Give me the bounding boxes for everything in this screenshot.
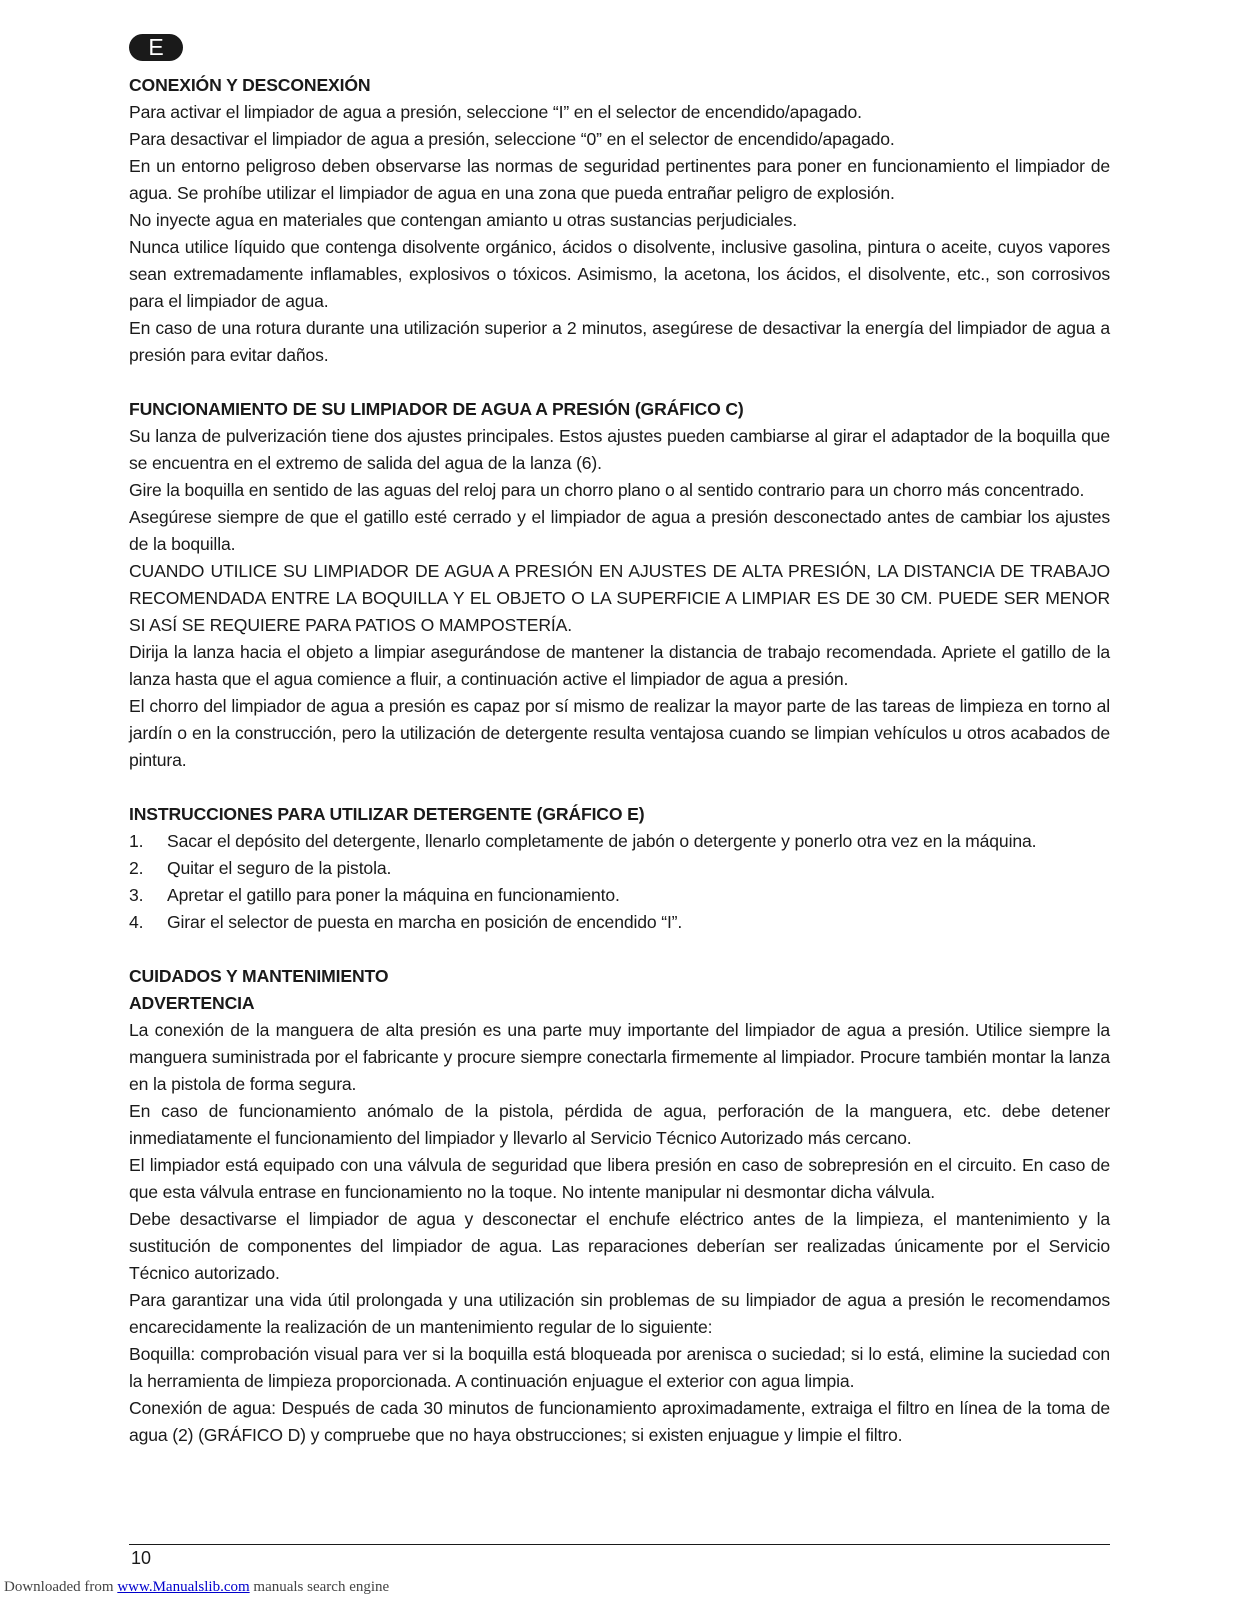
paragraph: La conexión de la manguera de alta presión es una parte muy importante del limpiador de agua a presión. Utilice siempre la manguera suministrada por el fabricante y procure siempre conectarla firmemente al limpiador. Procure también montar la lanza en la pistola de forma segura. [129, 1020, 1110, 1094]
list-number: 1. [129, 831, 144, 851]
list-text: Sacar el depósito del detergente, llenarlo completamente de jabón o detergente y ponerlo otra vez en la máquina. [167, 831, 1037, 851]
paragraph: En caso de una rotura durante una utilización superior a 2 minutos, asegúrese de desactivar la energía del limpiador de agua a presión para evitar daños. [129, 318, 1110, 365]
paragraph: Su lanza de pulverización tiene dos ajustes principales. Estos ajustes pueden cambiarse al girar el adaptador de la boquilla que se encuentra en el extremo de salida del agua de la lanza (6). [129, 426, 1110, 473]
paragraph: Boquilla: comprobación visual para ver si la boquilla está bloqueada por arenisca o suciedad; si lo está, elimine la suciedad con la herramienta de limpieza proporcionada. A continuación enjuague el exterior con agua limpia. [129, 1344, 1110, 1391]
section-maintenance [129, 963, 1110, 1449]
document-body [129, 72, 1110, 1476]
list-item [129, 828, 1110, 855]
list-item [129, 882, 1110, 909]
paragraph: Debe desactivarse el limpiador de agua y desconectar el enchufe eléctrico antes de la limpieza, el mantenimiento y la sustitución de componentes del limpiador de agua. Las reparaciones deberían ser realizadas únicamente por el Servicio Técnico autorizado. [129, 1209, 1110, 1283]
section-heading: CONEXIÓN Y DESCONEXIÓN [129, 75, 371, 95]
section-connection [129, 72, 1110, 369]
list-number: 3. [129, 885, 144, 905]
section-heading: FUNCIONAMIENTO DE SU LIMPIADOR DE AGUA A PRESIÓN (GRÁFICO C) [129, 399, 744, 419]
paragraph: Asegúrese siempre de que el gatillo esté cerrado y el limpiador de agua a presión desconectado antes de cambiar los ajustes de la boquilla. [129, 507, 1110, 554]
paragraph: El chorro del limpiador de agua a presión es capaz por sí mismo de realizar la mayor parte de las tareas de limpieza en torno al jardín o en la construcción, pero la utilización de detergente resulta ventajosa cuando se limpian vehículos u otros acabados de pintura. [129, 696, 1110, 770]
paragraph: Conexión de agua: Después de cada 30 minutos de funcionamiento aproximadamente, extraiga el filtro en línea de la toma de agua (2) (GRÁFICO D) y compruebe que no haya obstrucciones; si existen enjuague y limpie el filtro. [129, 1398, 1110, 1445]
language-badge: E [129, 34, 183, 61]
list-number: 4. [129, 912, 144, 932]
section-heading: INSTRUCCIONES PARA UTILIZAR DETERGENTE (GRÁFICO E) [129, 804, 645, 824]
detergent-steps-list [129, 828, 1110, 936]
paragraph: El limpiador está equipado con una válvula de seguridad que libera presión en caso de sobrepresión en el circuito. En caso de que esta válvula entrase en funcionamiento no la toque. No intente manipular ni desmontar dicha válvula. [129, 1155, 1110, 1202]
paragraph: CUANDO UTILICE SU LIMPIADOR DE AGUA A PRESIÓN EN AJUSTES DE ALTA PRESIÓN, LA DISTANCIA DE TRABAJO RECOMENDADA ENTRE LA BOQUILLA Y EL OBJETO O LA SUPERFICIE A LIMPIAR ES DE 30 CM. PUEDE SER MENOR SI ASÍ SE REQUIERE PARA PATIOS O MAMPOSTERÍA. [129, 561, 1110, 635]
paragraph: Dirija la lanza hacia el objeto a limpiar asegurándose de mantener la distancia de trabajo recomendada. Apriete el gatillo de la lanza hasta que el agua comience a fluir, a continuación active el limpiador de agua a presión. [129, 642, 1110, 689]
manualslib-link[interactable]: www.Manualslib.com [117, 1579, 250, 1595]
watermark-suffix: manuals search engine [249, 1579, 390, 1595]
list-text: Quitar el seguro de la pistola. [167, 858, 392, 878]
list-number: 2. [129, 858, 144, 878]
list-item [129, 909, 1110, 936]
page-number: 10 [131, 1548, 152, 1568]
footer-divider [129, 1544, 1110, 1545]
section-subheading: ADVERTENCIA [129, 993, 255, 1013]
section-heading: CUIDADOS Y MANTENIMIENTO [129, 966, 389, 986]
paragraph: Para desactivar el limpiador de agua a presión, seleccione “0” en el selector de encendido/apagado. [129, 129, 895, 149]
paragraph: Gire la boquilla en sentido de las aguas del reloj para un chorro plano o al sentido contrario para un chorro más concentrado. [129, 480, 1085, 500]
section-detergent [129, 801, 1110, 936]
section-operation [129, 396, 1110, 774]
paragraph: En caso de funcionamiento anómalo de la pistola, pérdida de agua, perforación de la manguera, etc. debe detener inmediatamente el funcionamiento del limpiador y llevarlo al Servicio Técnico Autorizado más cercano. [129, 1101, 1110, 1148]
paragraph: Para activar el limpiador de agua a presión, seleccione “I” en el selector de encendido/apagado. [129, 102, 862, 122]
paragraph: No inyecte agua en materiales que contengan amianto u otras sustancias perjudiciales. [129, 210, 797, 230]
watermark-prefix: Downloaded from [4, 1579, 118, 1595]
paragraph: Nunca utilice líquido que contenga disolvente orgánico, ácidos o disolvente, inclusive gasolina, pintura o aceite, cuyos vapores sean extremadamente inflamables, explosivos o tóxicos. Asimismo, la acetona, los ácidos, el disolvente, etc., son corrosivos para el limpiador de agua. [129, 237, 1110, 311]
download-watermark [4, 1578, 389, 1596]
list-item [129, 855, 1110, 882]
paragraph: Para garantizar una vida útil prolongada y una utilización sin problemas de su limpiador de agua a presión le recomendamos encarecidamente la realización de un mantenimiento regular de lo siguiente: [129, 1290, 1110, 1337]
paragraph: En un entorno peligroso deben observarse las normas de seguridad pertinentes para poner en funcionamiento el limpiador de agua. Se prohíbe utilizar el limpiador de agua en una zona que pueda entrañar peligro de explosión. [129, 156, 1110, 203]
list-text: Girar el selector de puesta en marcha en posición de encendido “I”. [167, 912, 683, 932]
list-text: Apretar el gatillo para poner la máquina en funcionamiento. [167, 885, 620, 905]
